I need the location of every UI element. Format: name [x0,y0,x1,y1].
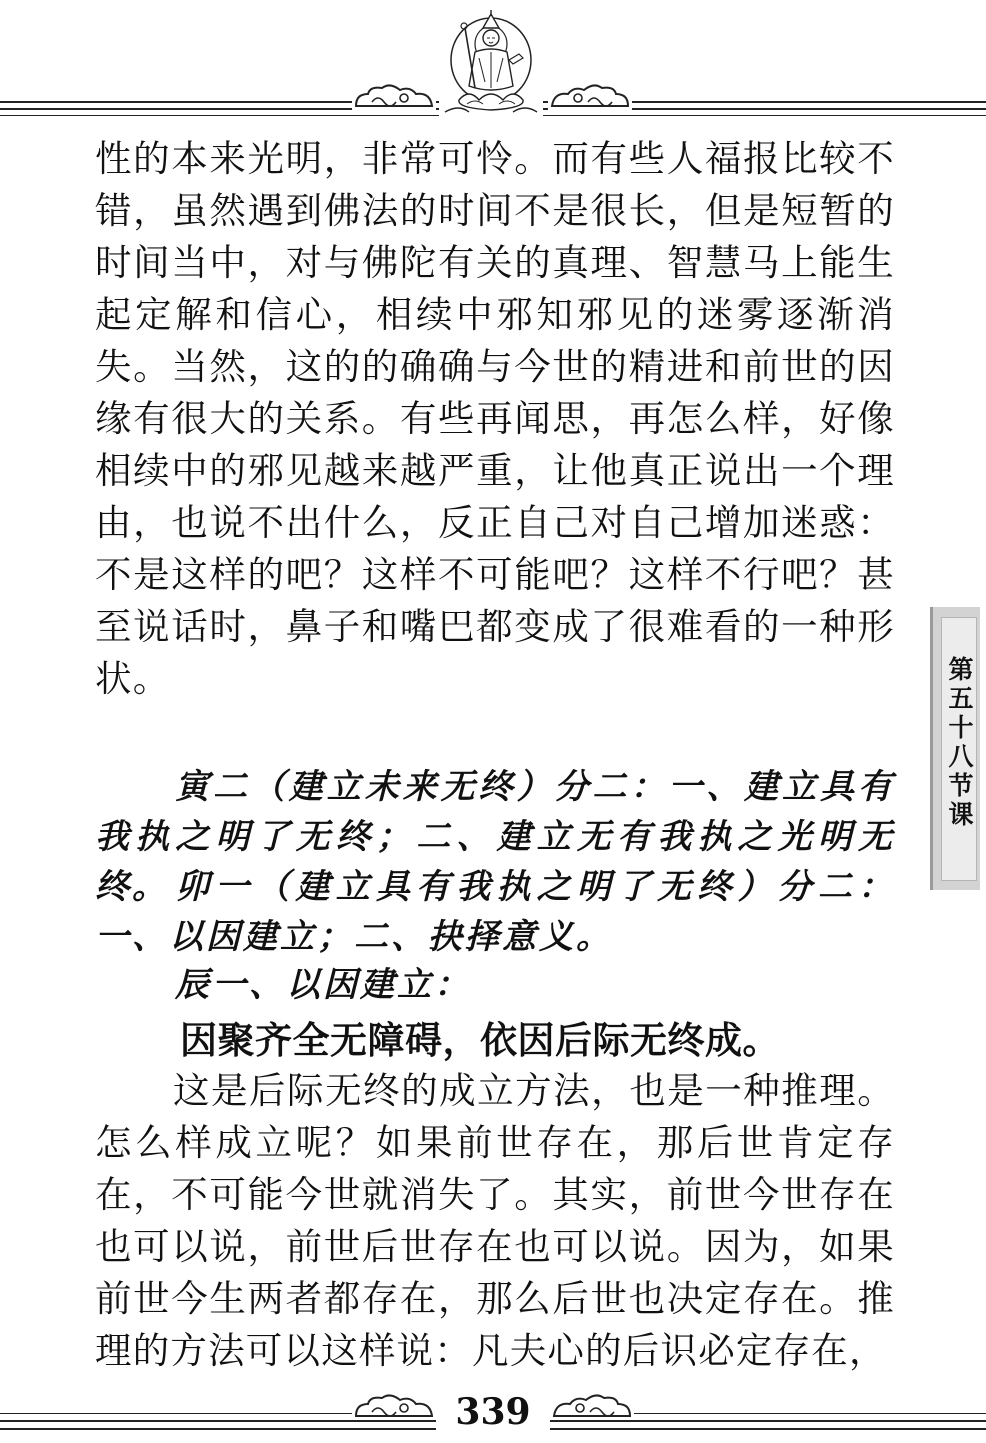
root-verse: 因聚齐全无障碍，依因后际无终成。 [180,1019,780,1062]
cloud-swirl-icon [548,84,632,110]
outline-heading-chen1: 辰一、以因建立： [175,965,471,1005]
outline-heading-yin2: 寅二（建立未来无终）分二：一、建立具有我执之明了无终；二、建立无有我执之光明无终。 [95,767,895,907]
chapter-side-tab-label: 第五十八节课 [945,656,974,830]
cloud-swirl-icon [550,1392,634,1420]
page-number: 339 [436,1392,550,1432]
chapter-side-tab [930,607,980,890]
cloud-swirl-icon [352,84,436,110]
chapter-side-tab-panel [941,617,977,881]
body-paragraph-1: 性的本来光明，非常可怜。而有些人福报比较不错，虽然遇到佛法的时间不是很长，但是短暂的时间当中，对与佛陀有关的真理、智慧马上能生起定解和信心，相续中邪知邪见的迷雾逐渐消失。当然，这的的确确与今世的精进和前世的因缘有很大的关系。有些再闻思，再怎么样，好像相续中的邪见越来越严重，让他真正说出一个理由，也说不出什么，反正自己对自己增加迷惑：不是这样的吧？这样不可能吧？这样不行吧？甚至说话时，鼻子和嘴巴都变成了很难看的一种形状。 [95,137,895,700]
padmasambhava-figure [439,8,543,118]
body-paragraph-2: 这是后际无终的成立方法，也是一种推理。怎么样成立呢？如果前世存在，那后世肯定存在，不可能今世就消失了。其实，前世今世存在也可以说，前世后世存在也可以说。因为，如果前世今生两者都存在，那么后世也决定存在。推理的方法可以这样说：凡夫心的后识必定存在， [95,1069,895,1372]
outline-heading-mao1: 卯一（建立具有我执之明了无终）分二：一、以因建立；二、抉择意义。 [95,867,895,957]
cloud-swirl-icon [352,1392,436,1420]
